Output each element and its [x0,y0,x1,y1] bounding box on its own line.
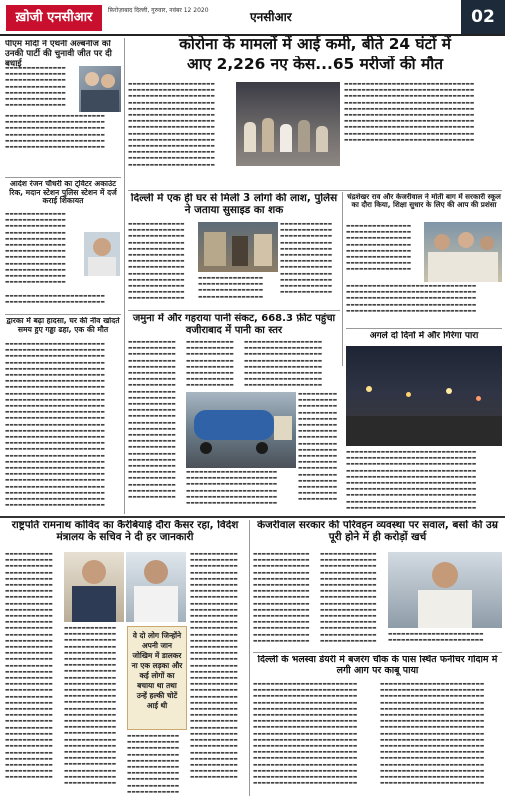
section-title: एनसीआर [250,10,292,24]
yamuna-headline: जमुना में और गहराया पानी संकट, 668.3 फ़ीट पहुंचा वजीराबाद में पानी का स्तर [132,313,336,336]
lead-body: ▬▬▬▬▬▬▬▬▬▬▬▬▬▬▬▬▬▬▬▬ ▬▬▬▬▬▬▬▬▬▬▬▬▬▬▬▬▬▬▬▬ ▬▬▬▬▬▬▬▬▬▬▬▬▬▬▬▬▬▬▬▬ ▬▬▬▬▬▬▬▬▬▬▬▬▬▬▬▬▬▬▬▬ ▬▬▬▬▬▬▬▬▬▬▬▬▬▬▬▬▬▬▬▬ ▬▬▬▬▬▬▬▬▬▬▬▬▬▬▬▬▬▬▬▬ ▬▬▬▬▬▬▬▬▬▬▬▬▬▬▬▬▬▬▬▬ ▬▬▬▬▬▬▬▬▬▬▬▬▬▬▬▬▬▬▬▬ ▬▬▬▬▬▬▬▬▬▬▬▬▬▬▬▬▬▬▬▬ ▬▬▬▬▬▬▬▬▬▬▬▬▬▬▬▬▬▬▬▬ ▬▬▬▬▬▬▬▬▬▬▬▬▬▬▬▬▬▬▬▬ ▬▬▬▬▬▬▬▬▬▬▬▬▬▬▬▬▬▬▬▬ ▬▬▬▬▬▬▬▬▬▬▬▬▬▬▬▬▬▬▬▬ ▬▬▬▬▬▬▬▬▬▬▬▬▬▬▬▬▬▬▬▬ [128,82,215,168]
delhi-bodies-headline: दिल्ली में एक ही घर से मिली 3 लोगों की लाश, पुलिस ने जताया सुसाइड का शक [130,193,338,216]
lead-divider [128,190,502,191]
water-tanker-photo [186,392,296,468]
left-divider-1 [5,177,121,178]
president-kovind-photo [64,552,124,622]
transport-minister-photo [388,552,502,628]
delhi-bodies-body3: ▬▬▬▬▬▬▬▬▬▬▬▬▬▬▬ ▬▬▬▬▬▬▬▬▬▬▬▬▬▬▬ ▬▬▬▬▬▬▬▬▬▬▬▬▬▬▬ ▬▬▬▬▬▬▬▬▬▬▬▬▬▬▬ [198,276,264,300]
president-pull-quote: वे दो लोग जिन्होंने अपनी जान जोखिम में डालकर ना एक लड़का और कई लोगों का बचाया था तथा उन्हें हल्की चोटें आई थी [127,626,187,730]
page-fold-divider [0,516,505,518]
kejriwal-divider [346,328,502,329]
kejriwal-rao-photo [424,222,502,282]
left-story1-headline: पीएम मोदी ने एंथनी अल्बनीज को उनकी पार्टी की चुनावी जीत पर दी बधाई [5,40,112,69]
left-story3-headline: द्वारका में बढ़ा हादसा, घर की नींव खोदते समय हुए गड्ढा ढहा, एक की मौत [6,317,120,334]
transport-divider [253,652,502,653]
yamuna-top-divider [128,310,340,311]
left-story2-body2: ▬▬▬▬▬▬▬▬▬▬▬▬▬▬▬▬▬▬▬▬▬▬▬ ▬▬▬▬▬▬▬▬▬▬▬▬▬▬▬▬▬▬▬▬▬▬▬ [5,294,105,306]
left-story2-body: ▬▬▬▬▬▬▬▬▬▬▬▬▬▬ ▬▬▬▬▬▬▬▬▬▬▬▬▬▬ ▬▬▬▬▬▬▬▬▬▬▬▬▬▬ ▬▬▬▬▬▬▬▬▬▬▬▬▬▬ ▬▬▬▬▬▬▬▬▬▬▬▬▬▬ ▬▬▬▬▬▬▬▬▬▬▬▬▬▬ ▬▬▬▬▬▬▬▬▬▬▬▬▬▬ ▬▬▬▬▬▬▬▬▬▬▬▬▬▬ ▬▬▬▬▬▬▬▬▬▬▬▬▬▬ ▬▬▬▬▬▬▬▬▬▬▬▬▬▬ ▬▬▬▬▬▬▬▬▬▬▬▬▬▬ ▬▬▬▬▬▬▬▬▬▬▬▬▬▬ [5,212,66,286]
adhir-chowdhury-photo [84,232,120,276]
delhi-fire-body2: ▬▬▬▬▬▬▬▬▬▬▬▬▬▬▬▬▬▬▬▬▬▬▬▬ ▬▬▬▬▬▬▬▬▬▬▬▬▬▬▬▬▬▬▬▬▬▬▬▬ ▬▬▬▬▬▬▬▬▬▬▬▬▬▬▬▬▬▬▬▬▬▬▬▬ ▬▬▬▬▬▬▬▬▬▬▬▬▬▬▬▬▬▬▬▬▬▬▬▬ ▬▬▬▬▬▬▬▬▬▬▬▬▬▬▬▬▬▬▬▬▬▬▬▬ ▬▬▬▬▬▬▬▬▬▬▬▬▬▬▬▬▬▬▬▬▬▬▬▬ ▬▬▬▬▬▬▬▬▬▬▬▬▬▬▬▬▬▬▬▬▬▬▬▬ ▬▬▬▬▬▬▬▬▬▬▬▬▬▬▬▬▬▬▬▬▬▬▬▬ ▬▬▬▬▬▬▬▬▬▬▬▬▬▬▬▬▬▬▬▬▬▬▬▬ ▬▬▬▬▬▬▬▬▬▬▬▬▬▬▬▬▬▬▬▬▬▬▬▬ ▬▬▬▬▬▬▬▬▬▬▬▬▬▬▬▬▬▬▬▬▬▬▬▬ ▬▬▬▬▬▬▬▬▬▬▬▬▬▬▬▬▬▬▬▬▬▬▬▬ ▬▬▬▬▬▬▬▬▬▬▬▬▬▬▬▬▬▬▬▬▬▬▬▬ ▬▬▬▬▬▬▬▬▬▬▬▬▬▬▬▬▬▬▬▬▬▬▬▬ ▬▬▬▬▬▬▬▬▬▬▬▬▬▬▬▬▬▬▬▬▬▬▬▬ ▬▬▬▬▬▬▬▬▬▬▬▬▬▬▬▬▬▬▬▬▬▬▬▬ ▬▬▬▬▬▬▬▬▬▬▬▬▬▬▬▬▬▬▬▬▬▬▬▬ [380,682,485,787]
newspaper-logo: ख़ोजी एनसीआर [6,5,102,31]
left-story1-body: ▬▬▬▬▬▬▬▬▬▬▬▬▬▬ ▬▬▬▬▬▬▬▬▬▬▬▬▬▬ ▬▬▬▬▬▬▬▬▬▬▬▬▬▬ ▬▬▬▬▬▬▬▬▬▬▬▬▬▬ ▬▬▬▬▬▬▬▬▬▬▬▬▬▬ ▬▬▬▬▬▬▬▬▬▬▬▬▬▬ ▬▬▬▬▬▬▬▬▬▬▬▬▬▬ [5,66,66,109]
transport-body3: ▬▬▬▬▬▬▬▬▬▬▬▬▬▬▬▬▬▬▬▬▬▬ ▬▬▬▬▬▬▬▬▬▬▬▬▬▬▬▬▬▬▬▬▬▬ [388,632,484,644]
president-body3: ▬▬▬▬▬▬▬▬▬▬▬▬ ▬▬▬▬▬▬▬▬▬▬▬▬ ▬▬▬▬▬▬▬▬▬▬▬▬ ▬▬▬▬▬▬▬▬▬▬▬▬ ▬▬▬▬▬▬▬▬▬▬▬▬ ▬▬▬▬▬▬▬▬▬▬▬▬ ▬▬▬▬▬▬▬▬▬▬▬▬ ▬▬▬▬▬▬▬▬▬▬▬▬ ▬▬▬▬▬▬▬▬▬▬▬▬ ▬▬▬▬▬▬▬▬▬▬▬▬ [127,734,180,795]
transport-body2: ▬▬▬▬▬▬▬▬▬▬▬▬▬ ▬▬▬▬▬▬▬▬▬▬▬▬▬ ▬▬▬▬▬▬▬▬▬▬▬▬▬ ▬▬▬▬▬▬▬▬▬▬▬▬▬ ▬▬▬▬▬▬▬▬▬▬▬▬▬ ▬▬▬▬▬▬▬▬▬▬▬▬▬ ▬▬▬▬▬▬▬▬▬▬▬▬▬ ▬▬▬▬▬▬▬▬▬▬▬▬▬ ▬▬▬▬▬▬▬▬▬▬▬▬▬ ▬▬▬▬▬▬▬▬▬▬▬▬▬ ▬▬▬▬▬▬▬▬▬▬▬▬▬ ▬▬▬▬▬▬▬▬▬▬▬▬▬ ▬▬▬▬▬▬▬▬▬▬▬▬▬ ▬▬▬▬▬▬▬▬▬▬▬▬▬ ▬▬▬▬▬▬▬▬▬▬▬▬▬ [320,552,377,644]
yamuna-body4: ▬▬▬▬▬▬▬▬▬▬▬▬▬▬▬▬▬▬▬▬▬ ▬▬▬▬▬▬▬▬▬▬▬▬▬▬▬▬▬▬▬▬▬ ▬▬▬▬▬▬▬▬▬▬▬▬▬▬▬▬▬▬▬▬▬ ▬▬▬▬▬▬▬▬▬▬▬▬▬▬▬▬▬▬▬▬▬ ▬▬▬▬▬▬▬▬▬▬▬▬▬▬▬▬▬▬▬▬▬ ▬▬▬▬▬▬▬▬▬▬▬▬▬▬▬▬▬▬▬▬▬ [186,470,278,507]
lead-body-right: ▬▬▬▬▬▬▬▬▬▬▬▬▬▬▬▬▬▬▬▬▬▬▬▬▬▬▬▬▬▬ ▬▬▬▬▬▬▬▬▬▬▬▬▬▬▬▬▬▬▬▬▬▬▬▬▬▬▬▬▬▬ ▬▬▬▬▬▬▬▬▬▬▬▬▬▬▬▬▬▬▬▬▬▬▬▬▬▬▬▬▬▬ ▬▬▬▬▬▬▬▬▬▬▬▬▬▬▬▬▬▬▬▬▬▬▬▬▬▬▬▬▬▬ ▬▬▬▬▬▬▬▬▬▬▬▬▬▬▬▬▬▬▬▬▬▬▬▬▬▬▬▬▬▬ ▬▬▬▬▬▬▬▬▬▬▬▬▬▬▬▬▬▬▬▬▬▬▬▬▬▬▬▬▬▬ ▬▬▬▬▬▬▬▬▬▬▬▬▬▬▬▬▬▬▬▬▬▬▬▬▬▬▬▬▬▬ ▬▬▬▬▬▬▬▬▬▬▬▬▬▬▬▬▬▬▬▬▬▬▬▬▬▬▬▬▬▬ ▬▬▬▬▬▬▬▬▬▬▬▬▬▬▬▬▬▬▬▬▬▬▬▬▬▬▬▬▬▬ ▬▬▬▬▬▬▬▬▬▬▬▬▬▬▬▬▬▬▬▬▬▬▬▬▬▬▬▬▬▬ [344,82,475,143]
ministry-secretary-photo [126,552,186,622]
president-body4: ▬▬▬▬▬▬▬▬▬▬▬ ▬▬▬▬▬▬▬▬▬▬▬ ▬▬▬▬▬▬▬▬▬▬▬ ▬▬▬▬▬▬▬▬▬▬▬ ▬▬▬▬▬▬▬▬▬▬▬ ▬▬▬▬▬▬▬▬▬▬▬ ▬▬▬▬▬▬▬▬▬▬▬ ▬▬▬▬▬▬▬▬▬▬▬ ▬▬▬▬▬▬▬▬▬▬▬ ▬▬▬▬▬▬▬▬▬▬▬ ▬▬▬▬▬▬▬▬▬▬▬ ▬▬▬▬▬▬▬▬▬▬▬ ▬▬▬▬▬▬▬▬▬▬▬ ▬▬▬▬▬▬▬▬▬▬▬ ▬▬▬▬▬▬▬▬▬▬▬ ▬▬▬▬▬▬▬▬▬▬▬ ▬▬▬▬▬▬▬▬▬▬▬ ▬▬▬▬▬▬▬▬▬▬▬ ▬▬▬▬▬▬▬▬▬▬▬ ▬▬▬▬▬▬▬▬▬▬▬ ▬▬▬▬▬▬▬▬▬▬▬ ▬▬▬▬▬▬▬▬▬▬▬ ▬▬▬▬▬▬▬▬▬▬▬ ▬▬▬▬▬▬▬▬▬▬▬ ▬▬▬▬▬▬▬▬▬▬▬ ▬▬▬▬▬▬▬▬▬▬▬ ▬▬▬▬▬▬▬▬▬▬▬ ▬▬▬▬▬▬▬▬▬▬▬ ▬▬▬▬▬▬▬▬▬▬▬ ▬▬▬▬▬▬▬▬▬▬▬ ▬▬▬▬▬▬▬▬▬▬▬ ▬▬▬▬▬▬▬▬▬▬▬ ▬▬▬▬▬▬▬▬▬▬▬ ▬▬▬▬▬▬▬▬▬▬▬ ▬▬▬▬▬▬▬▬▬▬▬ ▬▬▬▬▬▬▬▬▬▬▬ ▬▬▬▬▬▬▬▬▬▬▬ [190,552,238,781]
left-story2-headline: आदेश रंजन चौधरी का ट्विटर अकाउंट रिक, मदान स्टेशन पुलिस स्टेशन में दर्ज कराई शिकायत [9,180,117,206]
delhi-bodies-body2: ▬▬▬▬▬▬▬▬▬▬▬▬ ▬▬▬▬▬▬▬▬▬▬▬▬ ▬▬▬▬▬▬▬▬▬▬▬▬ ▬▬▬▬▬▬▬▬▬▬▬▬ ▬▬▬▬▬▬▬▬▬▬▬▬ ▬▬▬▬▬▬▬▬▬▬▬▬ ▬▬▬▬▬▬▬▬▬▬▬▬ ▬▬▬▬▬▬▬▬▬▬▬▬ ▬▬▬▬▬▬▬▬▬▬▬▬ ▬▬▬▬▬▬▬▬▬▬▬▬ ▬▬▬▬▬▬▬▬▬▬▬▬ ▬▬▬▬▬▬▬▬▬▬▬▬ [280,222,333,296]
column-divider-left [124,38,125,514]
left-story3-body: ▬▬▬▬▬▬▬▬▬▬▬▬▬▬▬▬▬▬▬▬▬▬▬ ▬▬▬▬▬▬▬▬▬▬▬▬▬▬▬▬▬▬▬▬▬▬▬ ▬▬▬▬▬▬▬▬▬▬▬▬▬▬▬▬▬▬▬▬▬▬▬ ▬▬▬▬▬▬▬▬▬▬▬▬▬▬▬▬▬▬▬▬▬▬▬ ▬▬▬▬▬▬▬▬▬▬▬▬▬▬▬▬▬▬▬▬▬▬▬ ▬▬▬▬▬▬▬▬▬▬▬▬▬▬▬▬▬▬▬▬▬▬▬ ▬▬▬▬▬▬▬▬▬▬▬▬▬▬▬▬▬▬▬▬▬▬▬ ▬▬▬▬▬▬▬▬▬▬▬▬▬▬▬▬▬▬▬▬▬▬▬ ▬▬▬▬▬▬▬▬▬▬▬▬▬▬▬▬▬▬▬▬▬▬▬ ▬▬▬▬▬▬▬▬▬▬▬▬▬▬▬▬▬▬▬▬▬▬▬ ▬▬▬▬▬▬▬▬▬▬▬▬▬▬▬▬▬▬▬▬▬▬▬ ▬▬▬▬▬▬▬▬▬▬▬▬▬▬▬▬▬▬▬▬▬▬▬ ▬▬▬▬▬▬▬▬▬▬▬▬▬▬▬▬▬▬▬▬▬▬▬ ▬▬▬▬▬▬▬▬▬▬▬▬▬▬▬▬▬▬▬▬▬▬▬ ▬▬▬▬▬▬▬▬▬▬▬▬▬▬▬▬▬▬▬▬▬▬▬ ▬▬▬▬▬▬▬▬▬▬▬▬▬▬▬▬▬▬▬▬▬▬▬ ▬▬▬▬▬▬▬▬▬▬▬▬▬▬▬▬▬▬▬▬▬▬▬ ▬▬▬▬▬▬▬▬▬▬▬▬▬▬▬▬▬▬▬▬▬▬▬ ▬▬▬▬▬▬▬▬▬▬▬▬▬▬▬▬▬▬▬▬▬▬▬ ▬▬▬▬▬▬▬▬▬▬▬▬▬▬▬▬▬▬▬▬▬▬▬ ▬▬▬▬▬▬▬▬▬▬▬▬▬▬▬▬▬▬▬▬▬▬▬ ▬▬▬▬▬▬▬▬▬▬▬▬▬▬▬▬▬▬▬▬▬▬▬ ▬▬▬▬▬▬▬▬▬▬▬▬▬▬▬▬▬▬▬▬▬▬▬ ▬▬▬▬▬▬▬▬▬▬▬▬▬▬▬▬▬▬▬▬▬▬▬ ▬▬▬▬▬▬▬▬▬▬▬▬▬▬▬▬▬▬▬▬▬▬▬ ▬▬▬▬▬▬▬▬▬▬▬▬▬▬▬▬▬▬▬▬▬▬▬ ▬▬▬▬▬▬▬▬▬▬▬▬▬▬▬▬▬▬▬▬▬▬▬ [5,342,105,509]
transport-headline: केजरीवाल सरकार की परिवहन व्यवस्था पर सवाल, बसों की उम्र पूरी होने में ही करोड़ों खर्च [257,520,498,543]
rain-body: ▬▬▬▬▬▬▬▬▬▬▬▬▬▬▬▬▬▬▬▬▬▬▬▬▬▬▬▬▬▬ ▬▬▬▬▬▬▬▬▬▬▬▬▬▬▬▬▬▬▬▬▬▬▬▬▬▬▬▬▬▬ ▬▬▬▬▬▬▬▬▬▬▬▬▬▬▬▬▬▬▬▬▬▬▬▬▬▬▬▬▬▬ ▬▬▬▬▬▬▬▬▬▬▬▬▬▬▬▬▬▬▬▬▬▬▬▬▬▬▬▬▬▬ ▬▬▬▬▬▬▬▬▬▬▬▬▬▬▬▬▬▬▬▬▬▬▬▬▬▬▬▬▬▬ ▬▬▬▬▬▬▬▬▬▬▬▬▬▬▬▬▬▬▬▬▬▬▬▬▬▬▬▬▬▬ ▬▬▬▬▬▬▬▬▬▬▬▬▬▬▬▬▬▬▬▬▬▬▬▬▬▬▬▬▬▬ ▬▬▬▬▬▬▬▬▬▬▬▬▬▬▬▬▬▬▬▬▬▬▬▬▬▬▬▬▬▬ ▬▬▬▬▬▬▬▬▬▬▬▬▬▬▬▬▬▬▬▬▬▬▬▬▬▬▬▬▬▬ ▬▬▬▬▬▬▬▬▬▬▬▬▬▬▬▬▬▬▬▬▬▬▬▬▬▬▬▬▬▬ [346,450,477,511]
rain-headline: अगले दो दिनों में और गिरेगा पारा [369,331,479,341]
modi-albanese-photo [79,66,121,112]
page-number: 02 [461,0,505,34]
president-body2: ▬▬▬▬▬▬▬▬▬▬▬▬ ▬▬▬▬▬▬▬▬▬▬▬▬ ▬▬▬▬▬▬▬▬▬▬▬▬ ▬▬▬▬▬▬▬▬▬▬▬▬ ▬▬▬▬▬▬▬▬▬▬▬▬ ▬▬▬▬▬▬▬▬▬▬▬▬ ▬▬▬▬▬▬▬▬▬▬▬▬ ▬▬▬▬▬▬▬▬▬▬▬▬ ▬▬▬▬▬▬▬▬▬▬▬▬ ▬▬▬▬▬▬▬▬▬▬▬▬ ▬▬▬▬▬▬▬▬▬▬▬▬ ▬▬▬▬▬▬▬▬▬▬▬▬ ▬▬▬▬▬▬▬▬▬▬▬▬ ▬▬▬▬▬▬▬▬▬▬▬▬ ▬▬▬▬▬▬▬▬▬▬▬▬ ▬▬▬▬▬▬▬▬▬▬▬▬ ▬▬▬▬▬▬▬▬▬▬▬▬ ▬▬▬▬▬▬▬▬▬▬▬▬ ▬▬▬▬▬▬▬▬▬▬▬▬ ▬▬▬▬▬▬▬▬▬▬▬▬ ▬▬▬▬▬▬▬▬▬▬▬▬ ▬▬▬▬▬▬▬▬▬▬▬▬ ▬▬▬▬▬▬▬▬▬▬▬▬ ▬▬▬▬▬▬▬▬▬▬▬▬ ▬▬▬▬▬▬▬▬▬▬▬▬ ▬▬▬▬▬▬▬▬▬▬▬▬ [64,626,117,787]
yamuna-body5: ▬▬▬▬▬▬▬▬▬ ▬▬▬▬▬▬▬▬▬ ▬▬▬▬▬▬▬▬▬ ▬▬▬▬▬▬▬▬▬ ▬▬▬▬▬▬▬▬▬ ▬▬▬▬▬▬▬▬▬ ▬▬▬▬▬▬▬▬▬ ▬▬▬▬▬▬▬▬▬ ▬▬▬▬▬▬▬▬▬ ▬▬▬▬▬▬▬▬▬ ▬▬▬▬▬▬▬▬▬ ▬▬▬▬▬▬▬▬▬ ▬▬▬▬▬▬▬▬▬ ▬▬▬▬▬▬▬▬▬ ▬▬▬▬▬▬▬▬▬ ▬▬▬▬▬▬▬▬▬ ▬▬▬▬▬▬▬▬▬ ▬▬▬▬▬▬▬▬▬ [298,392,338,503]
left-divider-2 [5,314,121,315]
column-divider-mid [342,192,343,366]
yamuna-body3: ▬▬▬▬▬▬▬▬▬▬▬▬▬▬▬▬▬▬ ▬▬▬▬▬▬▬▬▬▬▬▬▬▬▬▬▬▬ ▬▬▬▬▬▬▬▬▬▬▬▬▬▬▬▬▬▬ ▬▬▬▬▬▬▬▬▬▬▬▬▬▬▬▬▬▬ ▬▬▬▬▬▬▬▬▬▬▬▬▬▬▬▬▬▬ ▬▬▬▬▬▬▬▬▬▬▬▬▬▬▬▬▬▬ ▬▬▬▬▬▬▬▬▬▬▬▬▬▬▬▬▬▬ ▬▬▬▬▬▬▬▬▬▬▬▬▬▬▬▬▬▬ [244,340,323,389]
covid-crowd-photo [236,82,340,166]
delhi-fire-body: ▬▬▬▬▬▬▬▬▬▬▬▬▬▬▬▬▬▬▬▬▬▬▬▬ ▬▬▬▬▬▬▬▬▬▬▬▬▬▬▬▬▬▬▬▬▬▬▬▬ ▬▬▬▬▬▬▬▬▬▬▬▬▬▬▬▬▬▬▬▬▬▬▬▬ ▬▬▬▬▬▬▬▬▬▬▬▬▬▬▬▬▬▬▬▬▬▬▬▬ ▬▬▬▬▬▬▬▬▬▬▬▬▬▬▬▬▬▬▬▬▬▬▬▬ ▬▬▬▬▬▬▬▬▬▬▬▬▬▬▬▬▬▬▬▬▬▬▬▬ ▬▬▬▬▬▬▬▬▬▬▬▬▬▬▬▬▬▬▬▬▬▬▬▬ ▬▬▬▬▬▬▬▬▬▬▬▬▬▬▬▬▬▬▬▬▬▬▬▬ ▬▬▬▬▬▬▬▬▬▬▬▬▬▬▬▬▬▬▬▬▬▬▬▬ ▬▬▬▬▬▬▬▬▬▬▬▬▬▬▬▬▬▬▬▬▬▬▬▬ ▬▬▬▬▬▬▬▬▬▬▬▬▬▬▬▬▬▬▬▬▬▬▬▬ ▬▬▬▬▬▬▬▬▬▬▬▬▬▬▬▬▬▬▬▬▬▬▬▬ ▬▬▬▬▬▬▬▬▬▬▬▬▬▬▬▬▬▬▬▬▬▬▬▬ ▬▬▬▬▬▬▬▬▬▬▬▬▬▬▬▬▬▬▬▬▬▬▬▬ ▬▬▬▬▬▬▬▬▬▬▬▬▬▬▬▬▬▬▬▬▬▬▬▬ ▬▬▬▬▬▬▬▬▬▬▬▬▬▬▬▬▬▬▬▬▬▬▬▬ ▬▬▬▬▬▬▬▬▬▬▬▬▬▬▬▬▬▬▬▬▬▬▬▬ [253,682,358,787]
kejriwal-school-headline: चंद्रशेखर राव और केजरीवाल ने मोती बाग में सरकारी स्कूल का दौरा किया, शिक्षा सुधार के लिए की आप की प्रशंसा [347,193,501,210]
transport-body: ▬▬▬▬▬▬▬▬▬▬▬▬▬ ▬▬▬▬▬▬▬▬▬▬▬▬▬ ▬▬▬▬▬▬▬▬▬▬▬▬▬ ▬▬▬▬▬▬▬▬▬▬▬▬▬ ▬▬▬▬▬▬▬▬▬▬▬▬▬ ▬▬▬▬▬▬▬▬▬▬▬▬▬ ▬▬▬▬▬▬▬▬▬▬▬▬▬ ▬▬▬▬▬▬▬▬▬▬▬▬▬ ▬▬▬▬▬▬▬▬▬▬▬▬▬ ▬▬▬▬▬▬▬▬▬▬▬▬▬ ▬▬▬▬▬▬▬▬▬▬▬▬▬ ▬▬▬▬▬▬▬▬▬▬▬▬▬ ▬▬▬▬▬▬▬▬▬▬▬▬▬ ▬▬▬▬▬▬▬▬▬▬▬▬▬ ▬▬▬▬▬▬▬▬▬▬▬▬▬ [253,552,310,644]
masthead [0,0,505,36]
kejriwal-school-body2: ▬▬▬▬▬▬▬▬▬▬▬▬▬▬▬▬▬▬▬▬▬▬▬▬▬▬▬▬▬▬ ▬▬▬▬▬▬▬▬▬▬▬▬▬▬▬▬▬▬▬▬▬▬▬▬▬▬▬▬▬▬ ▬▬▬▬▬▬▬▬▬▬▬▬▬▬▬▬▬▬▬▬▬▬▬▬▬▬▬▬▬▬ ▬▬▬▬▬▬▬▬▬▬▬▬▬▬▬▬▬▬▬▬▬▬▬▬▬▬▬▬▬▬ ▬▬▬▬▬▬▬▬▬▬▬▬▬▬▬▬▬▬▬▬▬▬▬▬▬▬▬▬▬▬ [346,284,477,314]
kejriwal-school-body: ▬▬▬▬▬▬▬▬▬▬▬▬▬▬▬ ▬▬▬▬▬▬▬▬▬▬▬▬▬▬▬ ▬▬▬▬▬▬▬▬▬▬▬▬▬▬▬ ▬▬▬▬▬▬▬▬▬▬▬▬▬▬▬ ▬▬▬▬▬▬▬▬▬▬▬▬▬▬▬ ▬▬▬▬▬▬▬▬▬▬▬▬▬▬▬ ▬▬▬▬▬▬▬▬▬▬▬▬▬▬▬ ▬▬▬▬▬▬▬▬▬▬▬▬▬▬▬ [346,224,412,273]
delhi-house-photo [198,222,278,272]
delhi-bodies-body: ▬▬▬▬▬▬▬▬▬▬▬▬▬ ▬▬▬▬▬▬▬▬▬▬▬▬▬ ▬▬▬▬▬▬▬▬▬▬▬▬▬ ▬▬▬▬▬▬▬▬▬▬▬▬▬ ▬▬▬▬▬▬▬▬▬▬▬▬▬ ▬▬▬▬▬▬▬▬▬▬▬▬▬ ▬▬▬▬▬▬▬▬▬▬▬▬▬ ▬▬▬▬▬▬▬▬▬▬▬▬▬ ▬▬▬▬▬▬▬▬▬▬▬▬▬ ▬▬▬▬▬▬▬▬▬▬▬▬▬ ▬▬▬▬▬▬▬▬▬▬▬▬▬ ▬▬▬▬▬▬▬▬▬▬▬▬▬ ▬▬▬▬▬▬▬▬▬▬▬▬▬ [128,222,185,302]
delhi-fire-headline: दिल्ली के भलस्वा डेयरी में बजरंग चौक के पास स्थित फर्नीचर गोदाम में लगी आग पर काबू पाया [257,655,498,676]
president-headline: राष्ट्रपति रामनाथ कोविंद का कैरेबियाई दौरा कैंसर रहा, विदेश मंत्रालय के सचिव ने दी हर जानकारी [11,520,239,543]
president-body: ▬▬▬▬▬▬▬▬▬▬▬ ▬▬▬▬▬▬▬▬▬▬▬ ▬▬▬▬▬▬▬▬▬▬▬ ▬▬▬▬▬▬▬▬▬▬▬ ▬▬▬▬▬▬▬▬▬▬▬ ▬▬▬▬▬▬▬▬▬▬▬ ▬▬▬▬▬▬▬▬▬▬▬ ▬▬▬▬▬▬▬▬▬▬▬ ▬▬▬▬▬▬▬▬▬▬▬ ▬▬▬▬▬▬▬▬▬▬▬ ▬▬▬▬▬▬▬▬▬▬▬ ▬▬▬▬▬▬▬▬▬▬▬ ▬▬▬▬▬▬▬▬▬▬▬ ▬▬▬▬▬▬▬▬▬▬▬ ▬▬▬▬▬▬▬▬▬▬▬ ▬▬▬▬▬▬▬▬▬▬▬ ▬▬▬▬▬▬▬▬▬▬▬ ▬▬▬▬▬▬▬▬▬▬▬ ▬▬▬▬▬▬▬▬▬▬▬ ▬▬▬▬▬▬▬▬▬▬▬ ▬▬▬▬▬▬▬▬▬▬▬ ▬▬▬▬▬▬▬▬▬▬▬ ▬▬▬▬▬▬▬▬▬▬▬ ▬▬▬▬▬▬▬▬▬▬▬ ▬▬▬▬▬▬▬▬▬▬▬ ▬▬▬▬▬▬▬▬▬▬▬ ▬▬▬▬▬▬▬▬▬▬▬ ▬▬▬▬▬▬▬▬▬▬▬ ▬▬▬▬▬▬▬▬▬▬▬ ▬▬▬▬▬▬▬▬▬▬▬ ▬▬▬▬▬▬▬▬▬▬▬ ▬▬▬▬▬▬▬▬▬▬▬ ▬▬▬▬▬▬▬▬▬▬▬ ▬▬▬▬▬▬▬▬▬▬▬ ▬▬▬▬▬▬▬▬▬▬▬ ▬▬▬▬▬▬▬▬▬▬▬ ▬▬▬▬▬▬▬▬▬▬▬ [5,552,53,781]
yamuna-body2: ▬▬▬▬▬▬▬▬▬▬▬ ▬▬▬▬▬▬▬▬▬▬▬ ▬▬▬▬▬▬▬▬▬▬▬ ▬▬▬▬▬▬▬▬▬▬▬ ▬▬▬▬▬▬▬▬▬▬▬ ▬▬▬▬▬▬▬▬▬▬▬ ▬▬▬▬▬▬▬▬▬▬▬ ▬▬▬▬▬▬▬▬▬▬▬ [186,340,234,389]
date-line: फ़िरोज़ाबाद दिल्ली, गुरुवार, नवंबर 12 2020 [108,7,209,14]
left-story1-body2: ▬▬▬▬▬▬▬▬▬▬▬▬▬▬▬▬▬▬▬▬▬▬▬ ▬▬▬▬▬▬▬▬▬▬▬▬▬▬▬▬▬▬▬▬▬▬▬ ▬▬▬▬▬▬▬▬▬▬▬▬▬▬▬▬▬▬▬▬▬▬▬ ▬▬▬▬▬▬▬▬▬▬▬▬▬▬▬▬▬▬▬▬▬▬▬ ▬▬▬▬▬▬▬▬▬▬▬▬▬▬▬▬▬▬▬▬▬▬▬ ▬▬▬▬▬▬▬▬▬▬▬▬▬▬▬▬▬▬▬▬▬▬▬ [5,114,105,151]
rain-traffic-photo [346,346,502,446]
lead-headline-line2: आए 2,226 नए केस...65 मरीजों की मौत [187,56,443,73]
lead-headline-line1: कोरोना के मामलों में आई कमी, बीते 24 घंटों में [179,36,451,53]
bottom-column-divider [249,520,250,796]
yamuna-body: ▬▬▬▬▬▬▬▬▬▬▬ ▬▬▬▬▬▬▬▬▬▬▬ ▬▬▬▬▬▬▬▬▬▬▬ ▬▬▬▬▬▬▬▬▬▬▬ ▬▬▬▬▬▬▬▬▬▬▬ ▬▬▬▬▬▬▬▬▬▬▬ ▬▬▬▬▬▬▬▬▬▬▬ ▬▬▬▬▬▬▬▬▬▬▬ ▬▬▬▬▬▬▬▬▬▬▬ ▬▬▬▬▬▬▬▬▬▬▬ ▬▬▬▬▬▬▬▬▬▬▬ ▬▬▬▬▬▬▬▬▬▬▬ ▬▬▬▬▬▬▬▬▬▬▬ ▬▬▬▬▬▬▬▬▬▬▬ ▬▬▬▬▬▬▬▬▬▬▬ ▬▬▬▬▬▬▬▬▬▬▬ ▬▬▬▬▬▬▬▬▬▬▬ ▬▬▬▬▬▬▬▬▬▬▬ ▬▬▬▬▬▬▬▬▬▬▬ ▬▬▬▬▬▬▬▬▬▬▬ ▬▬▬▬▬▬▬▬▬▬▬ ▬▬▬▬▬▬▬▬▬▬▬ ▬▬▬▬▬▬▬▬▬▬▬ ▬▬▬▬▬▬▬▬▬▬▬ ▬▬▬▬▬▬▬▬▬▬▬ ▬▬▬▬▬▬▬▬▬▬▬ [128,340,176,501]
